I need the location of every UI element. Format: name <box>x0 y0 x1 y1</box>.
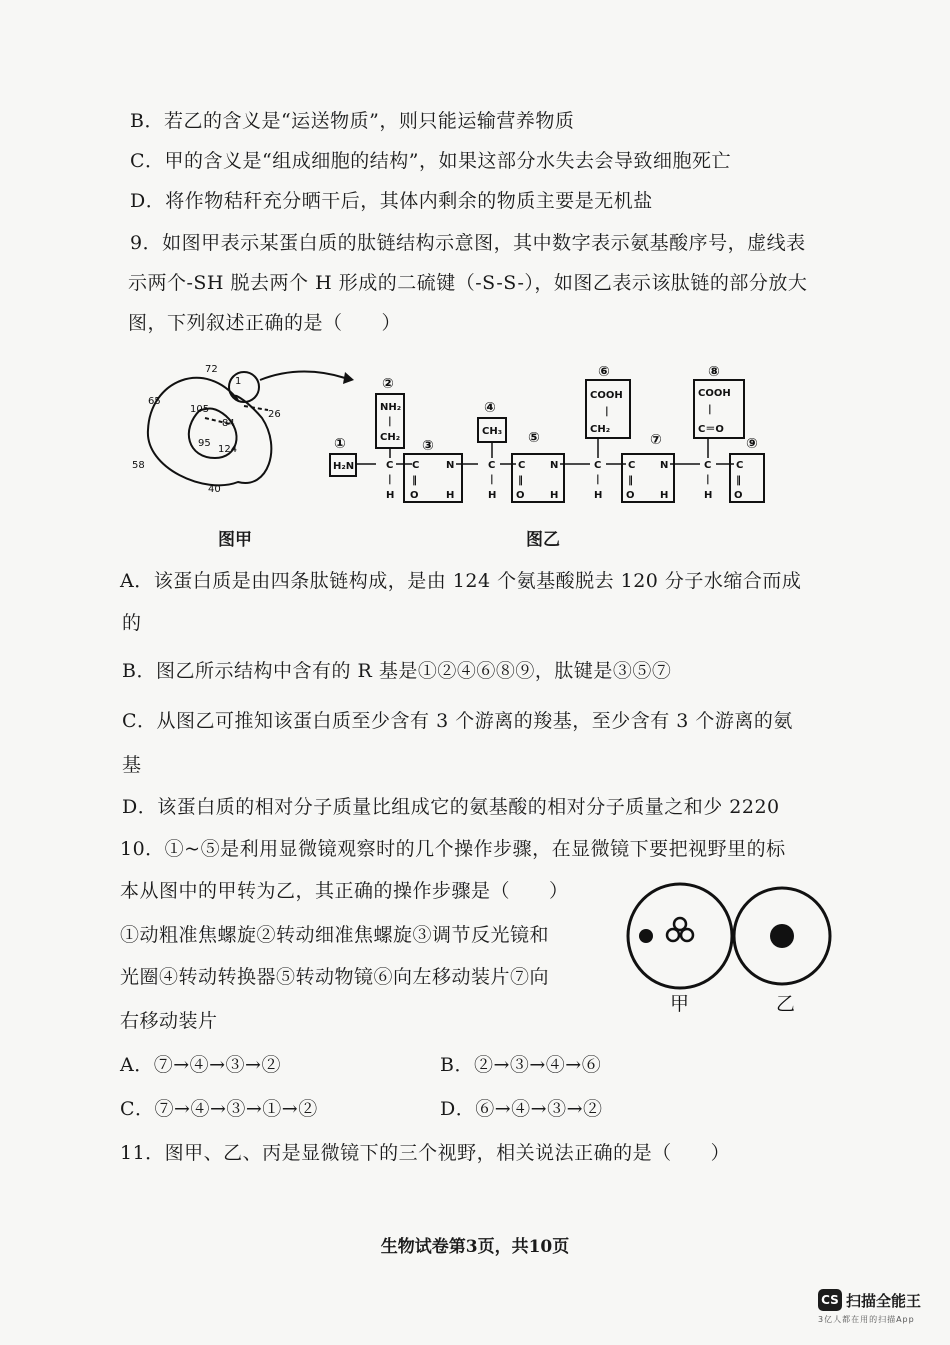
chain-number-105: 105 <box>190 404 210 415</box>
marker-2: ② <box>382 376 394 392</box>
view-yi-label: 乙 <box>776 993 796 1015</box>
group-h2n: H₂N <box>333 461 355 472</box>
atom-c-7: C <box>628 460 636 471</box>
q11-stem: 11．图甲、乙、丙是显微镜下的三个视野，相关说法正确的是（ ） <box>120 1142 731 1164</box>
view-jia-label: 甲 <box>670 993 690 1015</box>
q10-option-b: B．②→③→④→⑥ <box>440 1054 602 1076</box>
atom-c-3: C <box>412 460 420 471</box>
chain-number-40: 40 <box>208 484 221 495</box>
chain-number-26: 26 <box>268 409 281 420</box>
bond-bar-2: | <box>388 416 392 427</box>
atom-c-6-bar: | <box>596 474 600 485</box>
marker-7: ⑦ <box>650 432 662 448</box>
marker-8: ⑧ <box>708 364 720 380</box>
figure-10-microscope-views <box>620 880 840 1020</box>
group-cooh-8: COOH <box>698 388 731 399</box>
marker-6: ⑥ <box>598 364 610 380</box>
atom-c-8: C <box>704 460 712 471</box>
atom-c-5: C <box>518 460 526 471</box>
group-co-8: C＝O <box>698 424 724 435</box>
bond-bar-8: | <box>708 404 712 415</box>
chain-number-1: 1 <box>235 376 242 387</box>
group-ch2-6: CH₂ <box>590 424 611 435</box>
q8-option-c: C．甲的含义是“组成细胞的结构”，如果这部分水失去会导致细胞死亡 <box>130 150 731 172</box>
q10-stem-line1: 10．①~⑤是利用显微镜观察时的几个操作步骤，在显微镜下要把视野里的标 <box>120 838 786 860</box>
atom-c-1: C <box>386 460 394 471</box>
atom-o-3: O <box>410 490 419 501</box>
atom-h-5: H <box>550 490 559 501</box>
q9-option-d: D．该蛋白质的相对分子质量比组成它的氨基酸的相对分子质量之和少 2220 <box>122 796 780 818</box>
atom-c-6: C <box>594 460 602 471</box>
bond-bar-6: | <box>605 406 609 417</box>
q9-option-c-line2: 基 <box>122 754 142 776</box>
q10-steps-line3: 右移动装片 <box>120 1010 218 1032</box>
atom-c-1-bar: | <box>388 474 392 485</box>
cs-logo-icon: CS <box>818 1289 842 1311</box>
chain-number-58: 58 <box>132 460 145 471</box>
atom-n-5: N <box>550 460 559 471</box>
chain-number-124: 124 <box>218 444 238 455</box>
atom-o-9: O <box>734 490 743 501</box>
figure-jia-label: 图甲 <box>218 530 252 550</box>
figure-yi-label: 图乙 <box>526 530 560 550</box>
q8-option-b: B．若乙的含义是“运送物质”，则只能运输营养物质 <box>130 110 575 132</box>
q9-stem-line2: 示两个-SH 脱去两个 H 形成的二硫键（-S-S-），如图乙表示该肽链的部分放大 <box>128 272 808 294</box>
q10-option-d: D．⑥→④→③→② <box>440 1098 603 1120</box>
marker-5: ⑤ <box>528 430 540 446</box>
atom-h-3: H <box>446 490 455 501</box>
marker-4: ④ <box>484 400 496 416</box>
q9-stem-line1: 9．如图甲表示某蛋白质的肽链结构示意图，其中数字表示氨基酸序号，虚线表 <box>130 232 806 254</box>
q9-option-a-line2: 的 <box>122 612 142 634</box>
chain-number-65: 65 <box>148 396 161 407</box>
scanner-watermark <box>818 1289 921 1325</box>
atom-dbl-5: ‖ <box>518 475 523 486</box>
atom-h-8: H <box>704 490 713 501</box>
atom-dbl-3: ‖ <box>412 475 417 486</box>
atom-h-6: H <box>594 490 603 501</box>
atom-o-7: O <box>626 490 635 501</box>
q9-stem-line3: 图，下列叙述正确的是（ ） <box>128 312 402 334</box>
q8-option-d: D．将作物秸秆充分晒干后，其体内剩余的物质主要是无机盐 <box>130 190 653 212</box>
atom-h-1: H <box>386 490 395 501</box>
view-jia-spot <box>639 929 653 943</box>
chain-number-95: 95 <box>198 438 211 449</box>
atom-dbl-9: ‖ <box>736 475 741 486</box>
q10-stem-line2: 本从图中的甲转为乙，其正确的操作步骤是（ ） <box>120 880 569 902</box>
group-nh2: NH₂ <box>380 402 402 413</box>
chain-number-72: 72 <box>205 364 218 375</box>
view-yi-spot <box>770 924 794 948</box>
atom-h-7: H <box>660 490 669 501</box>
q10-option-a: A．⑦→④→③→② <box>120 1054 281 1076</box>
watermark-name: 扫描全能王 <box>846 1291 922 1310</box>
figure-9-diagram <box>0 340 950 570</box>
atom-n-7: N <box>660 460 669 471</box>
atom-c-9: C <box>736 460 744 471</box>
atom-h-4: H <box>488 490 497 501</box>
group-ch2: CH₂ <box>380 432 401 443</box>
atom-c-4-bar: | <box>490 474 494 485</box>
marker-3: ③ <box>422 438 434 454</box>
q9-option-c-line1: C．从图乙可推知该蛋白质至少含有 3 个游离的羧基，至少含有 3 个游离的氨 <box>122 710 793 732</box>
atom-dbl-7: ‖ <box>628 475 633 486</box>
watermark-subtitle: 3亿人都在用的扫描App <box>818 1315 915 1324</box>
atom-n-3: N <box>446 460 455 471</box>
group-ch3: CH₃ <box>482 426 503 437</box>
chain-number-84: 84 <box>222 418 235 429</box>
q10-steps-line2: 光圈④转动转换器⑤转动物镜⑥向左移动装片⑦向 <box>120 966 550 988</box>
atom-o-5: O <box>516 490 525 501</box>
q10-option-c: C．⑦→④→③→①→② <box>120 1098 318 1120</box>
marker-1: ① <box>334 436 346 452</box>
page-footer: 生物试卷第3页，共10页 <box>380 1237 570 1257</box>
q9-option-b: B．图乙所示结构中含有的 R 基是①②④⑥⑧⑨，肽键是③⑤⑦ <box>122 660 672 682</box>
atom-c-8-bar: | <box>706 474 710 485</box>
q10-steps-line1: ①动粗准焦螺旋②转动细准焦螺旋③调节反光镜和 <box>120 924 550 946</box>
group-cooh-6: COOH <box>590 390 623 401</box>
marker-9: ⑨ <box>746 436 758 452</box>
q9-option-a-line1: A．该蛋白质是由四条肽链构成，是由 124 个氨基酸脱去 120 分子水缩合而成 <box>120 570 802 592</box>
atom-c-4: C <box>488 460 496 471</box>
